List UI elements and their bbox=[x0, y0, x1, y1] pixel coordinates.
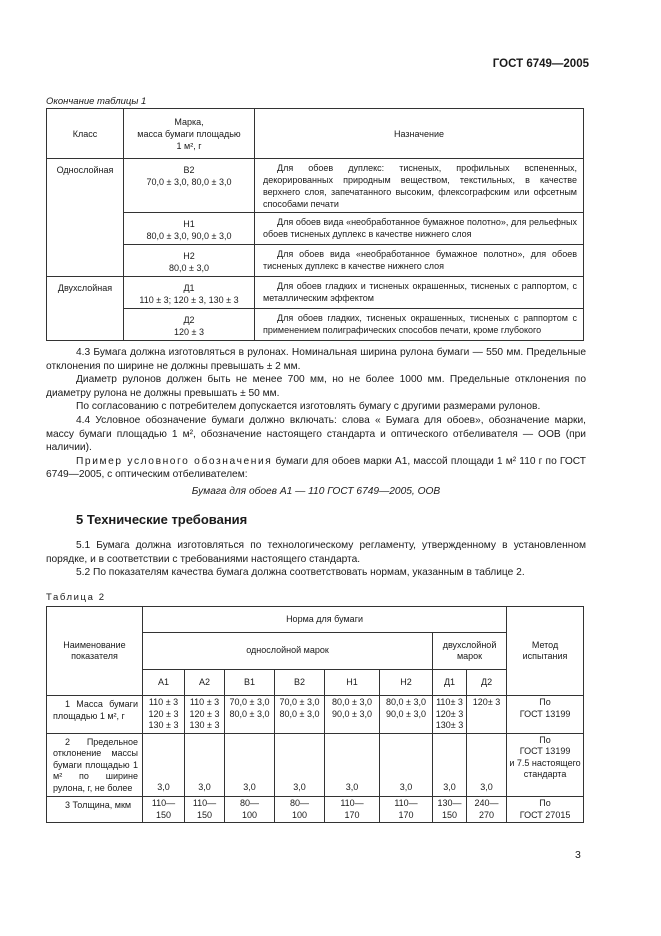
table-2 bbox=[46, 606, 584, 823]
section-title: 5 Технические требования bbox=[76, 512, 248, 527]
purpose-cell: Для обоев гладких и тисненых окрашенных, тисненых с раппортом, с металлическим эффектом bbox=[255, 277, 584, 309]
table2-header-row bbox=[47, 607, 584, 633]
value-cell: 3,0 bbox=[433, 733, 467, 797]
table-row bbox=[47, 245, 584, 277]
header-mark-line: масса бумаги площадью bbox=[137, 128, 241, 139]
value-cell: 70,0 ± 3,0 80,0 ± 3,0 bbox=[275, 696, 325, 734]
paragraph: По согласованию с потребителем допускается изготовлять бумагу с другими размерами рулонов. bbox=[76, 401, 541, 413]
paragraph: 5.1 Бумага должна изготовляться по технологическому регламенту, утвержденному в установленном порядке, и в соответствии с требованиями настоящего стандарта. bbox=[46, 540, 586, 565]
value-cell: 80— 100 bbox=[225, 797, 275, 823]
method-cell: По ГОСТ 13199 bbox=[507, 696, 584, 734]
body-text bbox=[46, 346, 586, 499]
value-cell: 110— 150 bbox=[143, 797, 185, 823]
mark-header: Н2 bbox=[380, 670, 433, 696]
paragraph: Диаметр рулонов должен быть не менее 700 мм, но не более 1000 мм. Предельные отклонения по диаметру рулона не должны превышать ± 50 мм. bbox=[46, 374, 586, 399]
table-row bbox=[47, 213, 584, 245]
value-cell: 80,0 ± 3,0 90,0 ± 3,0 bbox=[380, 696, 433, 734]
table2-header-norm: Норма для бумаги bbox=[143, 607, 507, 633]
header-mark-line: Марка, bbox=[174, 116, 204, 127]
mark-code: Н2 bbox=[183, 251, 195, 261]
table1-header-class: Класс bbox=[47, 109, 124, 159]
purpose-cell: Для обоев дуплекс: тисненых, профильных вспененных, декорированных природным веществом, текстильных, в качестве верхнего слоя, запечатанного высоким, флексографским или офсетным способами печати bbox=[255, 159, 584, 213]
example-designation: Бумага для обоев А1 — 110 ГОСТ 6749—2005, ООВ bbox=[191, 485, 441, 497]
table2-header-name: Наименование показателя bbox=[47, 607, 143, 696]
table-row bbox=[47, 696, 584, 734]
mark-cell bbox=[124, 245, 255, 277]
value-cell: 110± 3 120± 3 130± 3 bbox=[433, 696, 467, 734]
mark-mass: 110 ± 3; 120 ± 3, 130 ± 3 bbox=[139, 295, 239, 305]
class-cell: Однослойная bbox=[47, 159, 124, 277]
mark-code: В2 bbox=[183, 165, 195, 175]
indicator-name: 1 Масса бумаги площадью 1 м², г bbox=[47, 696, 143, 734]
mark-mass: 80,0 ± 3,0 bbox=[169, 263, 209, 273]
value-cell: 3,0 bbox=[225, 733, 275, 797]
table-row bbox=[47, 159, 584, 213]
table-row bbox=[47, 277, 584, 309]
mark-code: Д2 bbox=[183, 315, 195, 325]
indicator-name: 2 Предельное отклонение массы бумаги площадью 1 м² по ширине рулона, г, не более bbox=[47, 733, 143, 797]
mark-cell bbox=[124, 159, 255, 213]
value-cell: 3,0 bbox=[275, 733, 325, 797]
paragraph: 4.3 Бумага должна изготовляться в рулонах. Номинальная ширина рулона бумаги — 550 мм. Предельные отклонения по ширине не должны превышать ± 2 мм. bbox=[46, 347, 586, 372]
mark-cell bbox=[124, 277, 255, 309]
mark-mass: 70,0 ± 3,0, 80,0 ± 3,0 bbox=[146, 177, 232, 187]
mark-header: А1 bbox=[143, 670, 185, 696]
value-cell: 3,0 bbox=[325, 733, 380, 797]
example-text: бумаги для обоев марки А1, массой площади 1 м² 110 г по ГОСТ 6749—2005, с оптическим отбеливателем: bbox=[46, 455, 586, 481]
paragraph: 5.2 По показателям качества бумага должна соответствовать нормам, указанным в таблице 2. bbox=[76, 567, 525, 579]
mark-code: Н1 bbox=[183, 219, 195, 229]
page-number: 3 bbox=[575, 849, 581, 861]
value-cell: 110— 170 bbox=[380, 797, 433, 823]
mark-header: А2 bbox=[185, 670, 225, 696]
header-mark-line: 1 м², г bbox=[176, 140, 202, 151]
example-label: Пример условного обозначения bbox=[76, 455, 273, 467]
purpose-cell: Для обоев вида «необработанное бумажное полотно», для рельефных обоев тисненых дуплекс в качестве нижнего слоя bbox=[255, 213, 584, 245]
value-cell: 110 ± 3 120 ± 3 130 ± 3 bbox=[143, 696, 185, 734]
table-row bbox=[47, 797, 584, 823]
value-cell: 240— 270 bbox=[467, 797, 507, 823]
value-cell: 110— 170 bbox=[325, 797, 380, 823]
class-cell: Двухслойная bbox=[47, 277, 124, 341]
mark-header: Д2 bbox=[467, 670, 507, 696]
value-cell: 70,0 ± 3,0 80,0 ± 3,0 bbox=[225, 696, 275, 734]
paragraph bbox=[46, 455, 586, 482]
purpose-cell: Для обоев гладких, тисненых окрашенных, тисненых с раппортом с применением полиграфических способов печати, кроме глубокого bbox=[255, 309, 584, 341]
value-cell: 80,0 ± 3,0 90,0 ± 3,0 bbox=[325, 696, 380, 734]
method-cell: По ГОСТ 27015 bbox=[507, 797, 584, 823]
mark-cell bbox=[124, 309, 255, 341]
indicator-name: 3 Толщина, мкм bbox=[47, 797, 143, 823]
table2-header-method: Метод испытания bbox=[507, 607, 584, 696]
purpose-cell: Для обоев вида «необработанное бумажное полотно», для обоев тисненых дуплекс в качестве нижнего слоя bbox=[255, 245, 584, 277]
mark-header: В2 bbox=[275, 670, 325, 696]
mark-header: Н1 bbox=[325, 670, 380, 696]
table1-header-row bbox=[47, 109, 584, 159]
table2-caption: Таблица 2 bbox=[46, 592, 106, 603]
paragraph: 4.4 Условное обозначение бумаги должно включать: слова « Бумага для обоев», обозначение марки, массу бумаги площадью 1 м², обозначение настоящего стандарта и оптического отбеливателя — ООВ (при наличии). bbox=[46, 414, 586, 454]
value-cell: 3,0 bbox=[185, 733, 225, 797]
mark-header: Д1 bbox=[433, 670, 467, 696]
mark-header: В1 bbox=[225, 670, 275, 696]
table-row bbox=[47, 733, 584, 797]
mark-code: Д1 bbox=[183, 283, 195, 293]
value-cell: 3,0 bbox=[467, 733, 507, 797]
mark-mass: 80,0 ± 3,0, 90,0 ± 3,0 bbox=[146, 231, 232, 241]
mark-mass: 120 ± 3 bbox=[174, 327, 204, 337]
table-row bbox=[47, 309, 584, 341]
table2-header-single: однослойной марок bbox=[143, 633, 433, 670]
table1-caption: Окончание таблицы 1 bbox=[46, 96, 147, 107]
table2-header-double: двухслойной марок bbox=[433, 633, 507, 670]
value-cell: 120± 3 bbox=[467, 696, 507, 734]
section-text bbox=[46, 539, 586, 580]
value-cell: 3,0 bbox=[380, 733, 433, 797]
mark-cell bbox=[124, 213, 255, 245]
value-cell: 130— 150 bbox=[433, 797, 467, 823]
table1-header-mark bbox=[124, 109, 255, 159]
table-1 bbox=[46, 108, 584, 341]
value-cell: 80— 100 bbox=[275, 797, 325, 823]
method-cell: По ГОСТ 13199 и 7.5 настоящего стандарта bbox=[507, 733, 584, 797]
value-cell: 110— 150 bbox=[185, 797, 225, 823]
value-cell: 110 ± 3 120 ± 3 130 ± 3 bbox=[185, 696, 225, 734]
table1-header-purpose: Назначение bbox=[255, 109, 584, 159]
standard-header: ГОСТ 6749—2005 bbox=[492, 58, 589, 70]
value-cell: 3,0 bbox=[143, 733, 185, 797]
